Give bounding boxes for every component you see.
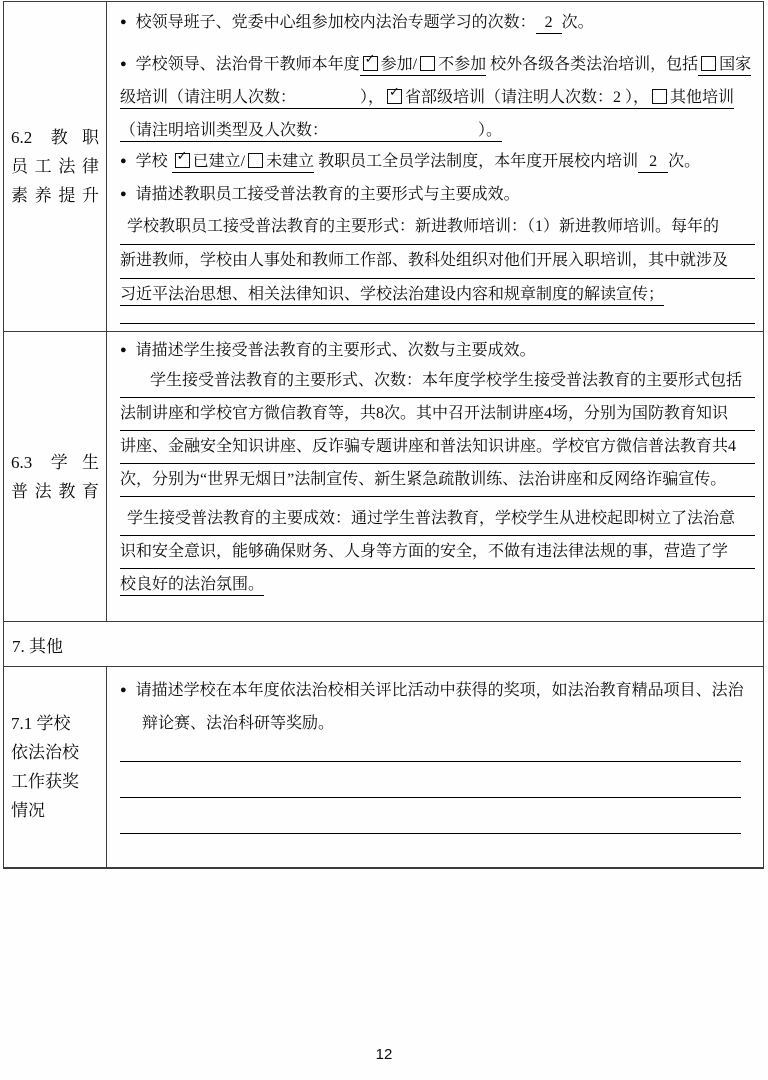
question-text: 学校	[135, 153, 168, 170]
option-label: 国家	[719, 56, 752, 73]
question-text: 校领导班子、党委中心组参加校内法治专题学习的次数：	[135, 14, 536, 31]
blank-underline	[120, 312, 755, 324]
bullet-item	[120, 335, 755, 365]
answer-line: 新进教师，学校由人事处和教师工作部、教科处组织对他们开展入职培训，其中就涉及	[120, 245, 755, 279]
label-line: 工作获奖	[11, 772, 79, 791]
label-line: 素养提升	[11, 186, 99, 205]
checkbox-checked-icon: ✓	[363, 56, 378, 71]
answer-line: 讲座、金融安全知识讲座、反诈骗专题讲座和普法知识讲座。学校官方微信普法教育共4	[120, 431, 755, 464]
fill-value: 2	[638, 153, 668, 173]
label-line: 依法治校	[11, 743, 79, 762]
checkbox-unchecked-icon	[652, 89, 667, 104]
label-6-2	[4, 2, 107, 331]
label-line: 情况	[11, 801, 45, 820]
bullet-icon: ●	[120, 16, 127, 28]
label-line: 6.2 教职	[11, 128, 99, 147]
checkbox-checked-icon: ✓	[387, 89, 402, 104]
question-text: 学校领导、法治骨干教师本年度	[135, 56, 360, 73]
question-text: 请描述学生接受普法教育的主要形式、次数与主要成效。	[135, 342, 536, 359]
option-label: 级培训（请注明人次数：	[120, 89, 297, 106]
answer-paragraph	[120, 503, 755, 601]
option-label: 不参加	[438, 56, 487, 73]
option-label: 省部级培训（请注明人次数：2 ），	[405, 89, 650, 106]
label-line: 7.1 学校	[11, 714, 71, 733]
form-table	[3, 1, 764, 869]
label-6-3	[4, 332, 107, 621]
question-text: 请描述教职员工接受普法教育的主要形式与主要成效。	[135, 186, 520, 203]
row-section-7	[4, 622, 763, 667]
bullet-item-continued	[120, 81, 755, 114]
bullet-icon: ●	[120, 188, 127, 200]
option-label: 其他培训	[670, 89, 735, 106]
bullet-icon: ●	[120, 344, 127, 356]
label-line: 普法教育	[11, 481, 99, 501]
bullet-item-continued	[120, 114, 755, 147]
checkbox-unchecked-icon	[701, 56, 716, 71]
bullet-item-continued: 辩论赛、法治科研等奖励。	[142, 715, 335, 732]
content-6-2	[107, 2, 763, 331]
option-label: ），	[360, 89, 385, 106]
answer-line: 校良好的法治氛围。	[120, 569, 755, 601]
checkbox-unchecked-icon	[420, 56, 435, 71]
option-label: 参加/	[380, 56, 418, 73]
option-label: ）。	[478, 122, 503, 139]
label-line: 员工法律	[11, 157, 99, 176]
row-section-6-3	[4, 332, 763, 622]
option-label: 已建立/	[192, 153, 246, 170]
answer-line: 习近平法治思想、相关法律知识、学校法治建设内容和规章制度的解读宣传；	[120, 279, 755, 312]
content-6-3	[107, 332, 763, 621]
bullet-icon: ●	[120, 684, 127, 696]
blank-underline	[120, 762, 741, 798]
answer-paragraph	[120, 211, 755, 324]
label-7-1	[4, 667, 107, 867]
question-text: 次。	[668, 153, 701, 170]
option-label: （请注明培训类型及人次数：	[120, 122, 329, 139]
question-text: 次。	[561, 14, 594, 31]
blank-underline	[120, 740, 741, 762]
row-section-6-2	[4, 2, 763, 332]
blank-underline	[120, 798, 741, 834]
label-line: 6.3 学生	[11, 452, 99, 472]
answer-line: 学生接受普法教育的主要成效：通过学生普法教育，学校学生从进校起即树立了法治意	[120, 503, 755, 536]
bullet-icon: ●	[120, 58, 127, 70]
option-label: 未建立	[266, 153, 315, 170]
question-text: 教职员工全员学法制度，本年度开展校内培训	[318, 153, 639, 170]
question-text: 请描述学校在本年度依法治校相关评比活动中获得的奖项，如法治教育精品项目、法治	[135, 682, 744, 699]
bullet-item	[120, 674, 755, 707]
answer-line: 学生接受普法教育的主要形式、次数：本年度学校学生接受普法教育的主要形式包括	[120, 365, 755, 398]
answer-paragraph	[120, 365, 755, 497]
checkbox-checked-icon: ✓	[175, 153, 190, 168]
question-text: 校外各级各类法治培训，包括	[490, 56, 699, 73]
answer-line: 法制讲座和学校官方微信教育等，共8次。其中召开法制讲座4场，分别为国防教育知识	[120, 398, 755, 431]
bullet-item	[120, 145, 755, 178]
content-7-1	[107, 667, 763, 867]
answer-line: 识和安全意识，能够确保财务、人身等方面的安全，不做有违法律法规的事，营造了学	[120, 536, 755, 569]
fill-value: 2	[536, 14, 562, 34]
bullet-item	[120, 178, 755, 211]
bullet-icon: ●	[120, 155, 127, 167]
checkbox-unchecked-icon	[248, 153, 263, 168]
section-7-title: 7. 其他	[12, 636, 63, 656]
bullet-item	[120, 48, 755, 81]
answer-line: 学校教职员工接受普法教育的主要形式：新进教师培训：（1）新进教师培训。每年的	[120, 211, 755, 245]
answer-line: 次，分别为“世界无烟日”法制宣传、新生紧急疏散训练、法治讲座和反网络诈骗宣传。	[120, 464, 755, 497]
bullet-item	[120, 6, 755, 39]
page-number: 12	[375, 1046, 393, 1063]
row-section-7-1	[4, 667, 763, 867]
